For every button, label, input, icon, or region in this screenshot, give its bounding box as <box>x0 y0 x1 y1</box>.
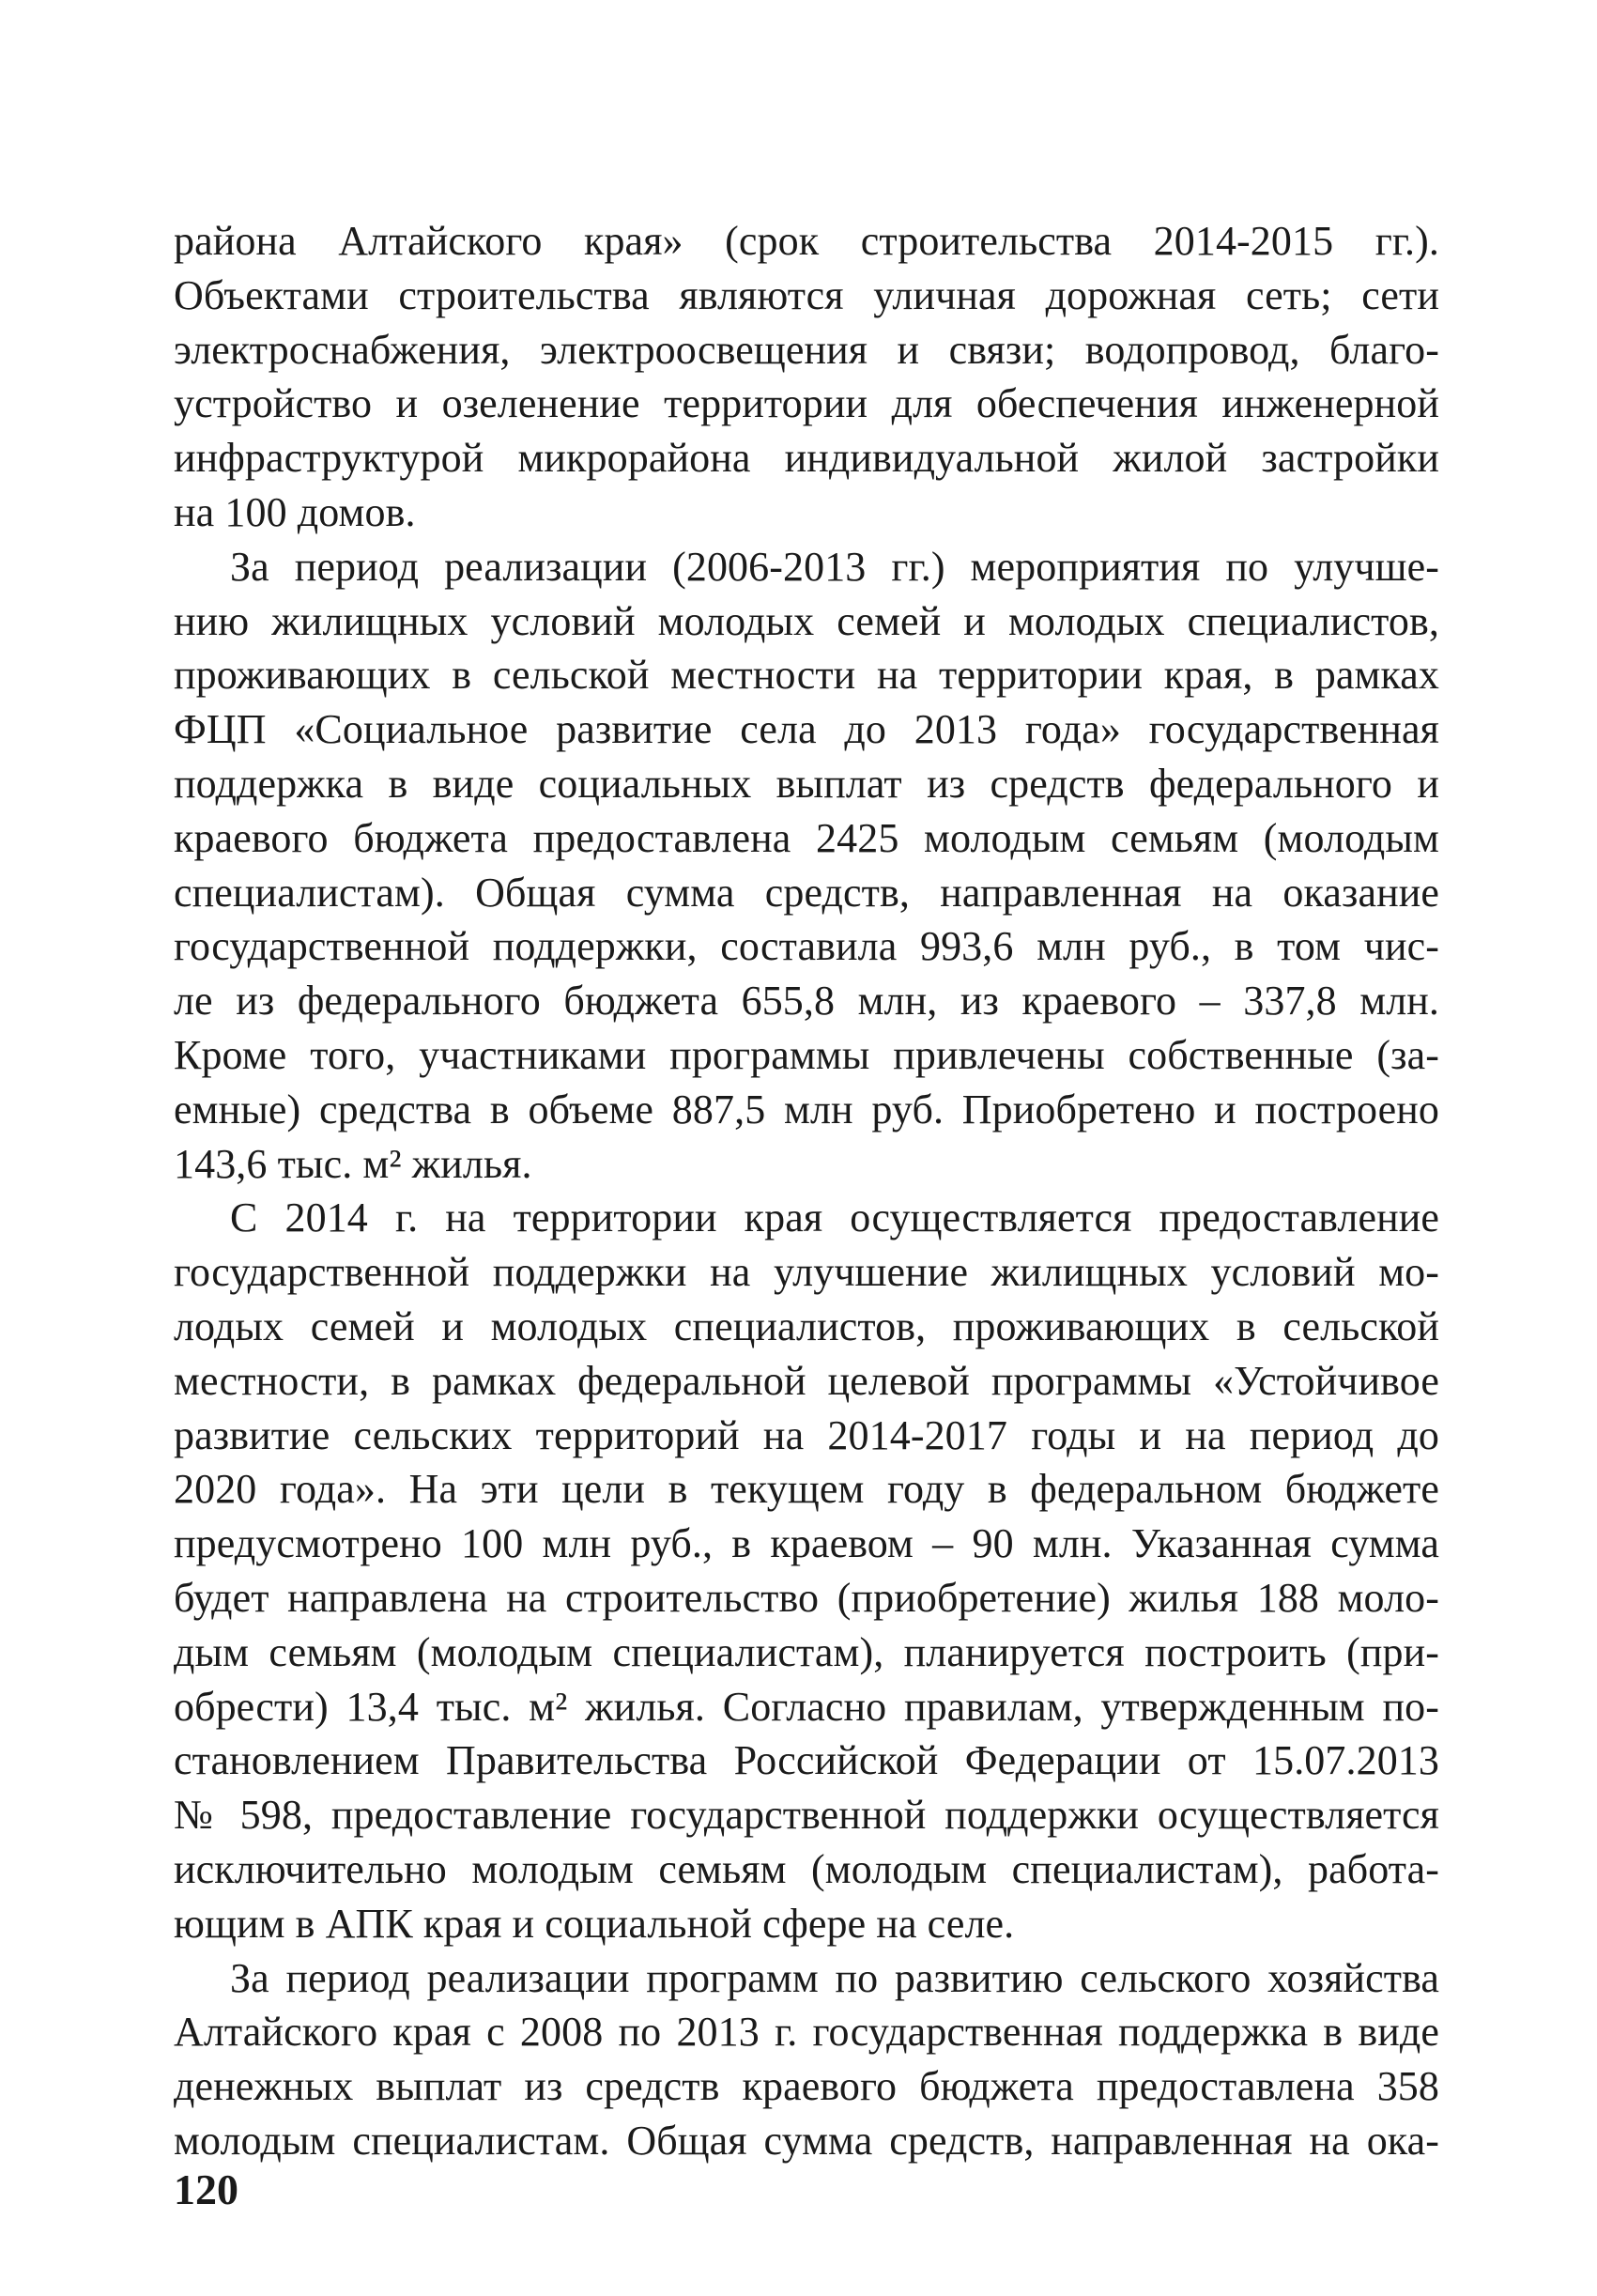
text-line: молодым специалистам. Общая сумма средств, направленная на ока- <box>174 2117 1439 2164</box>
text-line: 143,6 тыс. м² жилья. <box>174 1140 532 1187</box>
text-line: За период реализации программ по развитию сельского хозяйства <box>230 1954 1439 2001</box>
text-line: № 598, предоставление государственной поддержки осуществляется <box>174 1792 1439 1839</box>
text-line: денежных выплат из средств краевого бюджета предоставлена 358 <box>174 2063 1439 2110</box>
page-body <box>174 214 1439 2168</box>
text-line: Кроме того, участниками программы привлечены собственные (за- <box>174 1031 1439 1078</box>
text-line: специалистам). Общая сумма средств, направленная на оказание <box>174 869 1439 916</box>
paragraph-3 <box>174 1191 1439 1950</box>
text-line: становлением Правительства Российской Федерации от 15.07.2013 <box>174 1737 1439 1784</box>
text-line: государственной поддержки, составила 993,6 млн руб., в том чис- <box>174 923 1439 970</box>
text-line: исключительно молодым семьям (молодым специалистам), работа- <box>174 1845 1439 1892</box>
text-line: района Алтайского края» (срок строительства 2014-2015 гг.). <box>174 218 1439 264</box>
text-line: электроснабжения, электроосвещения и связи; водопровод, благо- <box>174 326 1439 373</box>
text-line: С 2014 г. на территории края осуществляется предоставление <box>230 1194 1439 1241</box>
text-line: предусмотрено 100 млн руб., в краевом – 90 млн. Указанная сумма <box>174 1520 1439 1567</box>
text-line: местности, в рамках федеральной целевой программы «Устойчивое <box>174 1357 1439 1404</box>
text-line: дым семьям (молодым специалистам), планируется построить (при- <box>174 1628 1439 1675</box>
paragraph-2 <box>174 540 1439 1192</box>
text-line: Объектами строительства являются уличная дорожная сеть; сети <box>174 271 1439 318</box>
text-line: развитие сельских территорий на 2014-2017 годы и на период до <box>174 1411 1439 1458</box>
text-line: лодых семей и молодых специалистов, проживающих в сельской <box>174 1302 1439 1349</box>
text-line: устройство и озеленение территории для обеспечения инженерной <box>174 380 1439 427</box>
text-line: будет направлена на строительство (приобретение) жилья 188 моло- <box>174 1574 1439 1621</box>
text-line: инфраструктурой микрорайона индивидуальной жилой застройки <box>174 435 1439 482</box>
text-line: ющим в АПК края и социальной сфере на селе. <box>174 1900 1015 1947</box>
text-line: нию жилищных условий молодых семей и молодых специалистов, <box>174 597 1439 644</box>
text-line: проживающих в сельской местности на территории края, в рамках <box>174 652 1439 699</box>
text-line: Алтайского края с 2008 по 2013 г. государственная поддержка в виде <box>174 2009 1439 2056</box>
text-line: емные) средства в объеме 887,5 млн руб. Приобретено и построено <box>174 1086 1439 1133</box>
paragraph-4 <box>174 1951 1439 2168</box>
paragraph-1 <box>174 214 1439 540</box>
text-line: на 100 домов. <box>174 488 416 535</box>
text-line: 2020 года». На эти цели в текущем году в федеральном бюджете <box>174 1466 1439 1513</box>
text-line: краевого бюджета предоставлена 2425 молодым семьям (молодым <box>174 814 1439 861</box>
text-line: ФЦП «Социальное развитие села до 2013 года» государственная <box>174 706 1439 753</box>
text-line: государственной поддержки на улучшение жилищных условий мо- <box>174 1249 1439 1296</box>
text-line: обрести) 13,4 тыс. м² жилья. Согласно правилам, утвержденным по- <box>174 1683 1439 1730</box>
text-line: За период реализации (2006-2013 гг.) мероприятия по улучше- <box>230 543 1439 590</box>
text-line: ле из федерального бюджета 655,8 млн, из краевого – 337,8 млн. <box>174 978 1439 1025</box>
text-line: поддержка в виде социальных выплат из средств федерального и <box>174 760 1439 807</box>
page-number: 120 <box>174 2165 238 2213</box>
